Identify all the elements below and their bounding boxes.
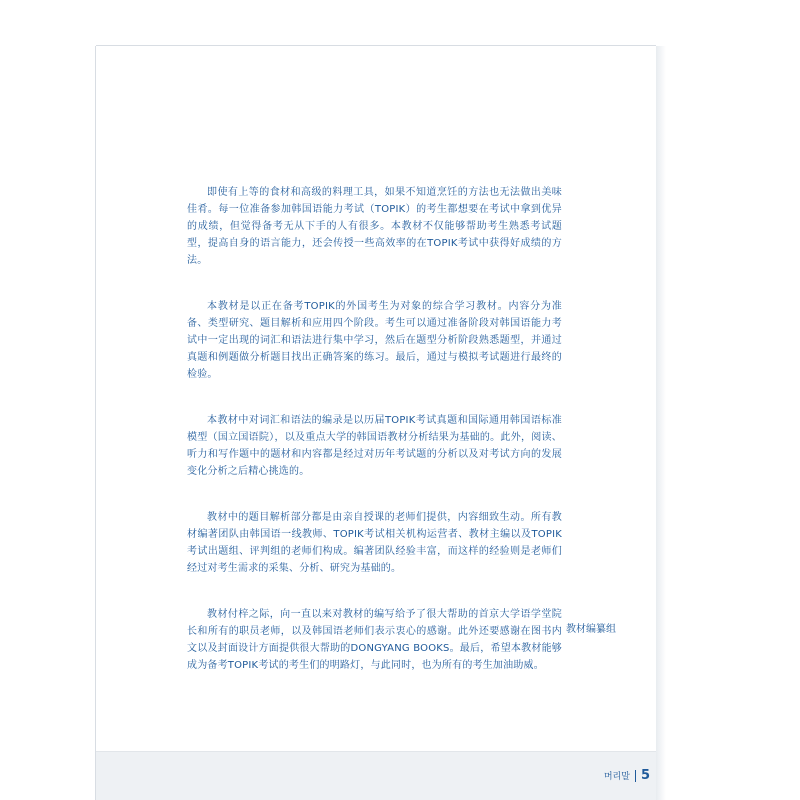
signature: 教材编纂组: [566, 624, 616, 635]
paragraph-3: 本教材中对词汇和语法的编录是以历届TOPIK考试真题和国际通用韩国语标准模型（国立国语院），以及重点大学的韩国语教材分析结果为基础的。此外，阅读、听力和写作题中的题材和内容都是经过对历年考试题的分析以及对考试方向的发展变化分析之后精心挑选的。: [187, 415, 562, 477]
preface-body: [187, 184, 562, 703]
section-label: 머리말: [603, 772, 630, 782]
folio: [604, 768, 650, 783]
paragraph-5: 教材付梓之际，向一直以来对教材的编写给予了很大帮助的首京大学语学堂院长和所有的职员老师，以及韩国语老师们表示衷心的感谢。此外还要感谢在图书内文以及封面设计方面提供很大帮助的DONGYANG BOOKS。最后，希望本教材能够成为备考TOPIK考试的考生们的明路灯，与此同时，也为所有的考生加油助威。: [187, 609, 562, 671]
page-footer: [96, 751, 656, 800]
book-page: [96, 46, 656, 800]
page-number: 5: [640, 768, 650, 783]
paragraph-2: 本教材是以正在备考TOPIK的外国考生为对象的综合学习教材。内容分为准备、类型研究、题目解析和应用四个阶段。考生可以通过准备阶段对韩国语能力考试中一定出现的词汇和语法进行集中学习，然后在题型分析阶段熟悉题型，并通过真题和例题做分析题目找出正确答案的练习。最后，通过与模拟考试题进行最终的检验。: [187, 301, 562, 380]
page-edge: [656, 46, 666, 800]
folio-divider: [635, 770, 636, 782]
paragraph-1: 即使有上等的食材和高级的料理工具，如果不知道烹饪的方法也无法做出美味佳肴。每一位准备参加韩国语能力考试（TOPIK）的考生都想要在考试中拿到优异的成绩，但觉得备考无从下手的人有很多。本教材不仅能够帮助考生熟悉考试题型，提高自身的语言能力，还会传授一些高效率的在TOPIK考试中获得好成绩的方法。: [187, 187, 562, 266]
paragraph-4: 教材中的题目解析部分都是由亲自授课的老师们提供，内容细致生动。所有教材编著团队由韩国语一线教师、TOPIK考试相关机构运营者、教材主编以及TOPIK考试出题组、评判组的老师们构成。编著团队经验丰富，而这样的经验则是老师们经过对考生需求的采集、分析、研究为基础的。: [187, 512, 562, 574]
